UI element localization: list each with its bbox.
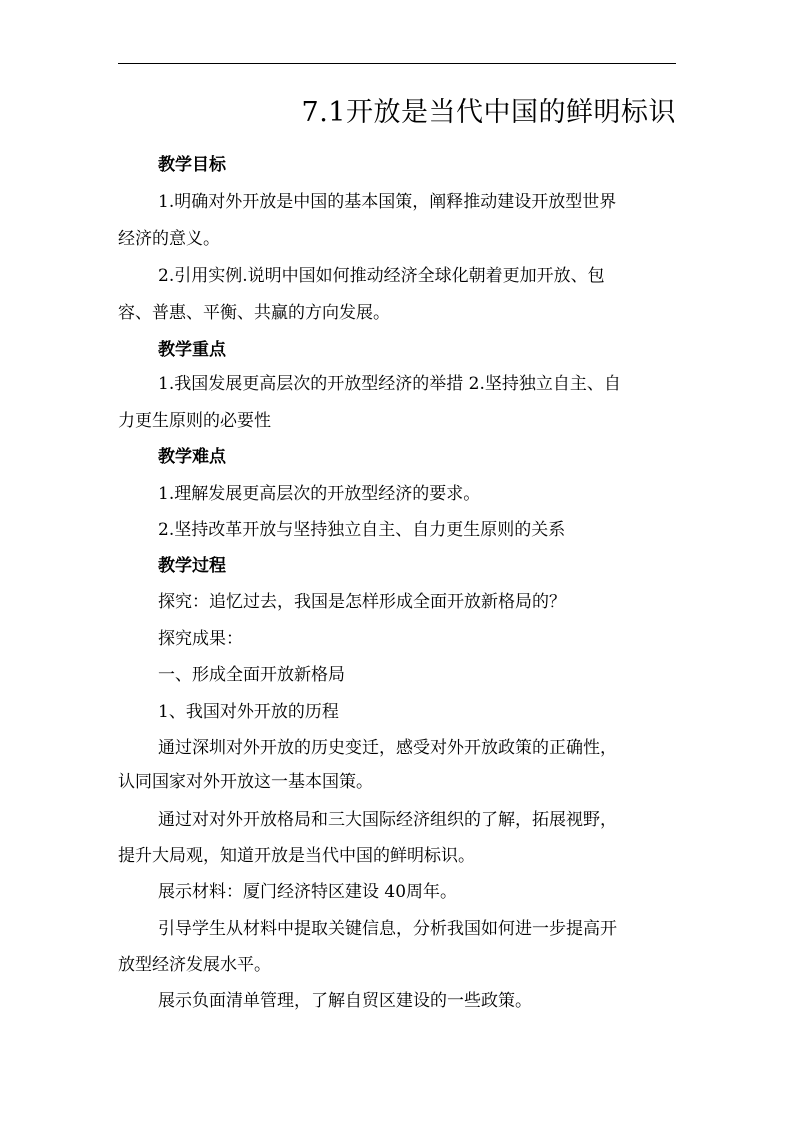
section-heading-objectives: 教学目标	[158, 155, 226, 175]
section-heading-process: 教学过程	[158, 556, 226, 576]
paragraph-line: 探究：追忆过去，我国是怎样形成全面开放新格局的？	[158, 592, 566, 612]
paragraph-line: 2.引用实例.说明中国如何推动经济全球化朝着更加开放、包	[158, 266, 605, 286]
paragraph-line: 容、普惠、平衡、共赢的方向发展。	[118, 303, 390, 323]
paragraph-line: 放型经济发展水平。	[118, 955, 271, 975]
paragraph-line: 提升大局观，知道开放是当代中国的鲜明标识。	[118, 846, 475, 866]
header-rule	[118, 63, 676, 64]
paragraph-line: 1.理解发展更高层次的开放型经济的要求。	[158, 484, 481, 504]
paragraph-line: 通过深圳对外开放的历史变迁，感受对外开放政策的正确性，	[158, 738, 617, 758]
section-heading-key-points: 教学重点	[158, 340, 226, 360]
section-heading-difficulties: 教学难点	[158, 447, 226, 467]
paragraph-line: 2.坚持改革开放与坚持独立自主、自力更生原则的关系	[158, 520, 566, 540]
paragraph-line: 通过对对外开放格局和三大国际经济组织的了解，拓展视野，	[158, 810, 617, 830]
paragraph-line: 1.明确对外开放是中国的基本国策，阐释推动建设开放型世界	[158, 192, 617, 212]
paragraph-line: 一、形成全面开放新格局	[158, 665, 345, 685]
paragraph-line: 展示材料：厦门经济特区建设 40周年。	[158, 882, 458, 902]
paragraph-line: 力更生原则的必要性	[118, 411, 271, 431]
paragraph-line: 经济的意义。	[118, 229, 220, 249]
paragraph-line: 1、我国对外开放的历程	[158, 702, 339, 722]
page-title: 7.1开放是当代中国的鲜明标识	[301, 97, 676, 128]
paragraph-line: 展示负面清单管理，了解自贸区建设的一些政策。	[158, 991, 532, 1011]
paragraph-line: 认同国家对外开放这一基本国策。	[118, 772, 373, 792]
paragraph-line: 1.我国发展更高层次的开放型经济的举措 2.坚持独立自主、自	[158, 374, 621, 394]
paragraph-line: 探究成果：	[158, 629, 243, 649]
paragraph-line: 引导学生从材料中提取关键信息，分析我国如何进一步提高开	[158, 919, 617, 939]
